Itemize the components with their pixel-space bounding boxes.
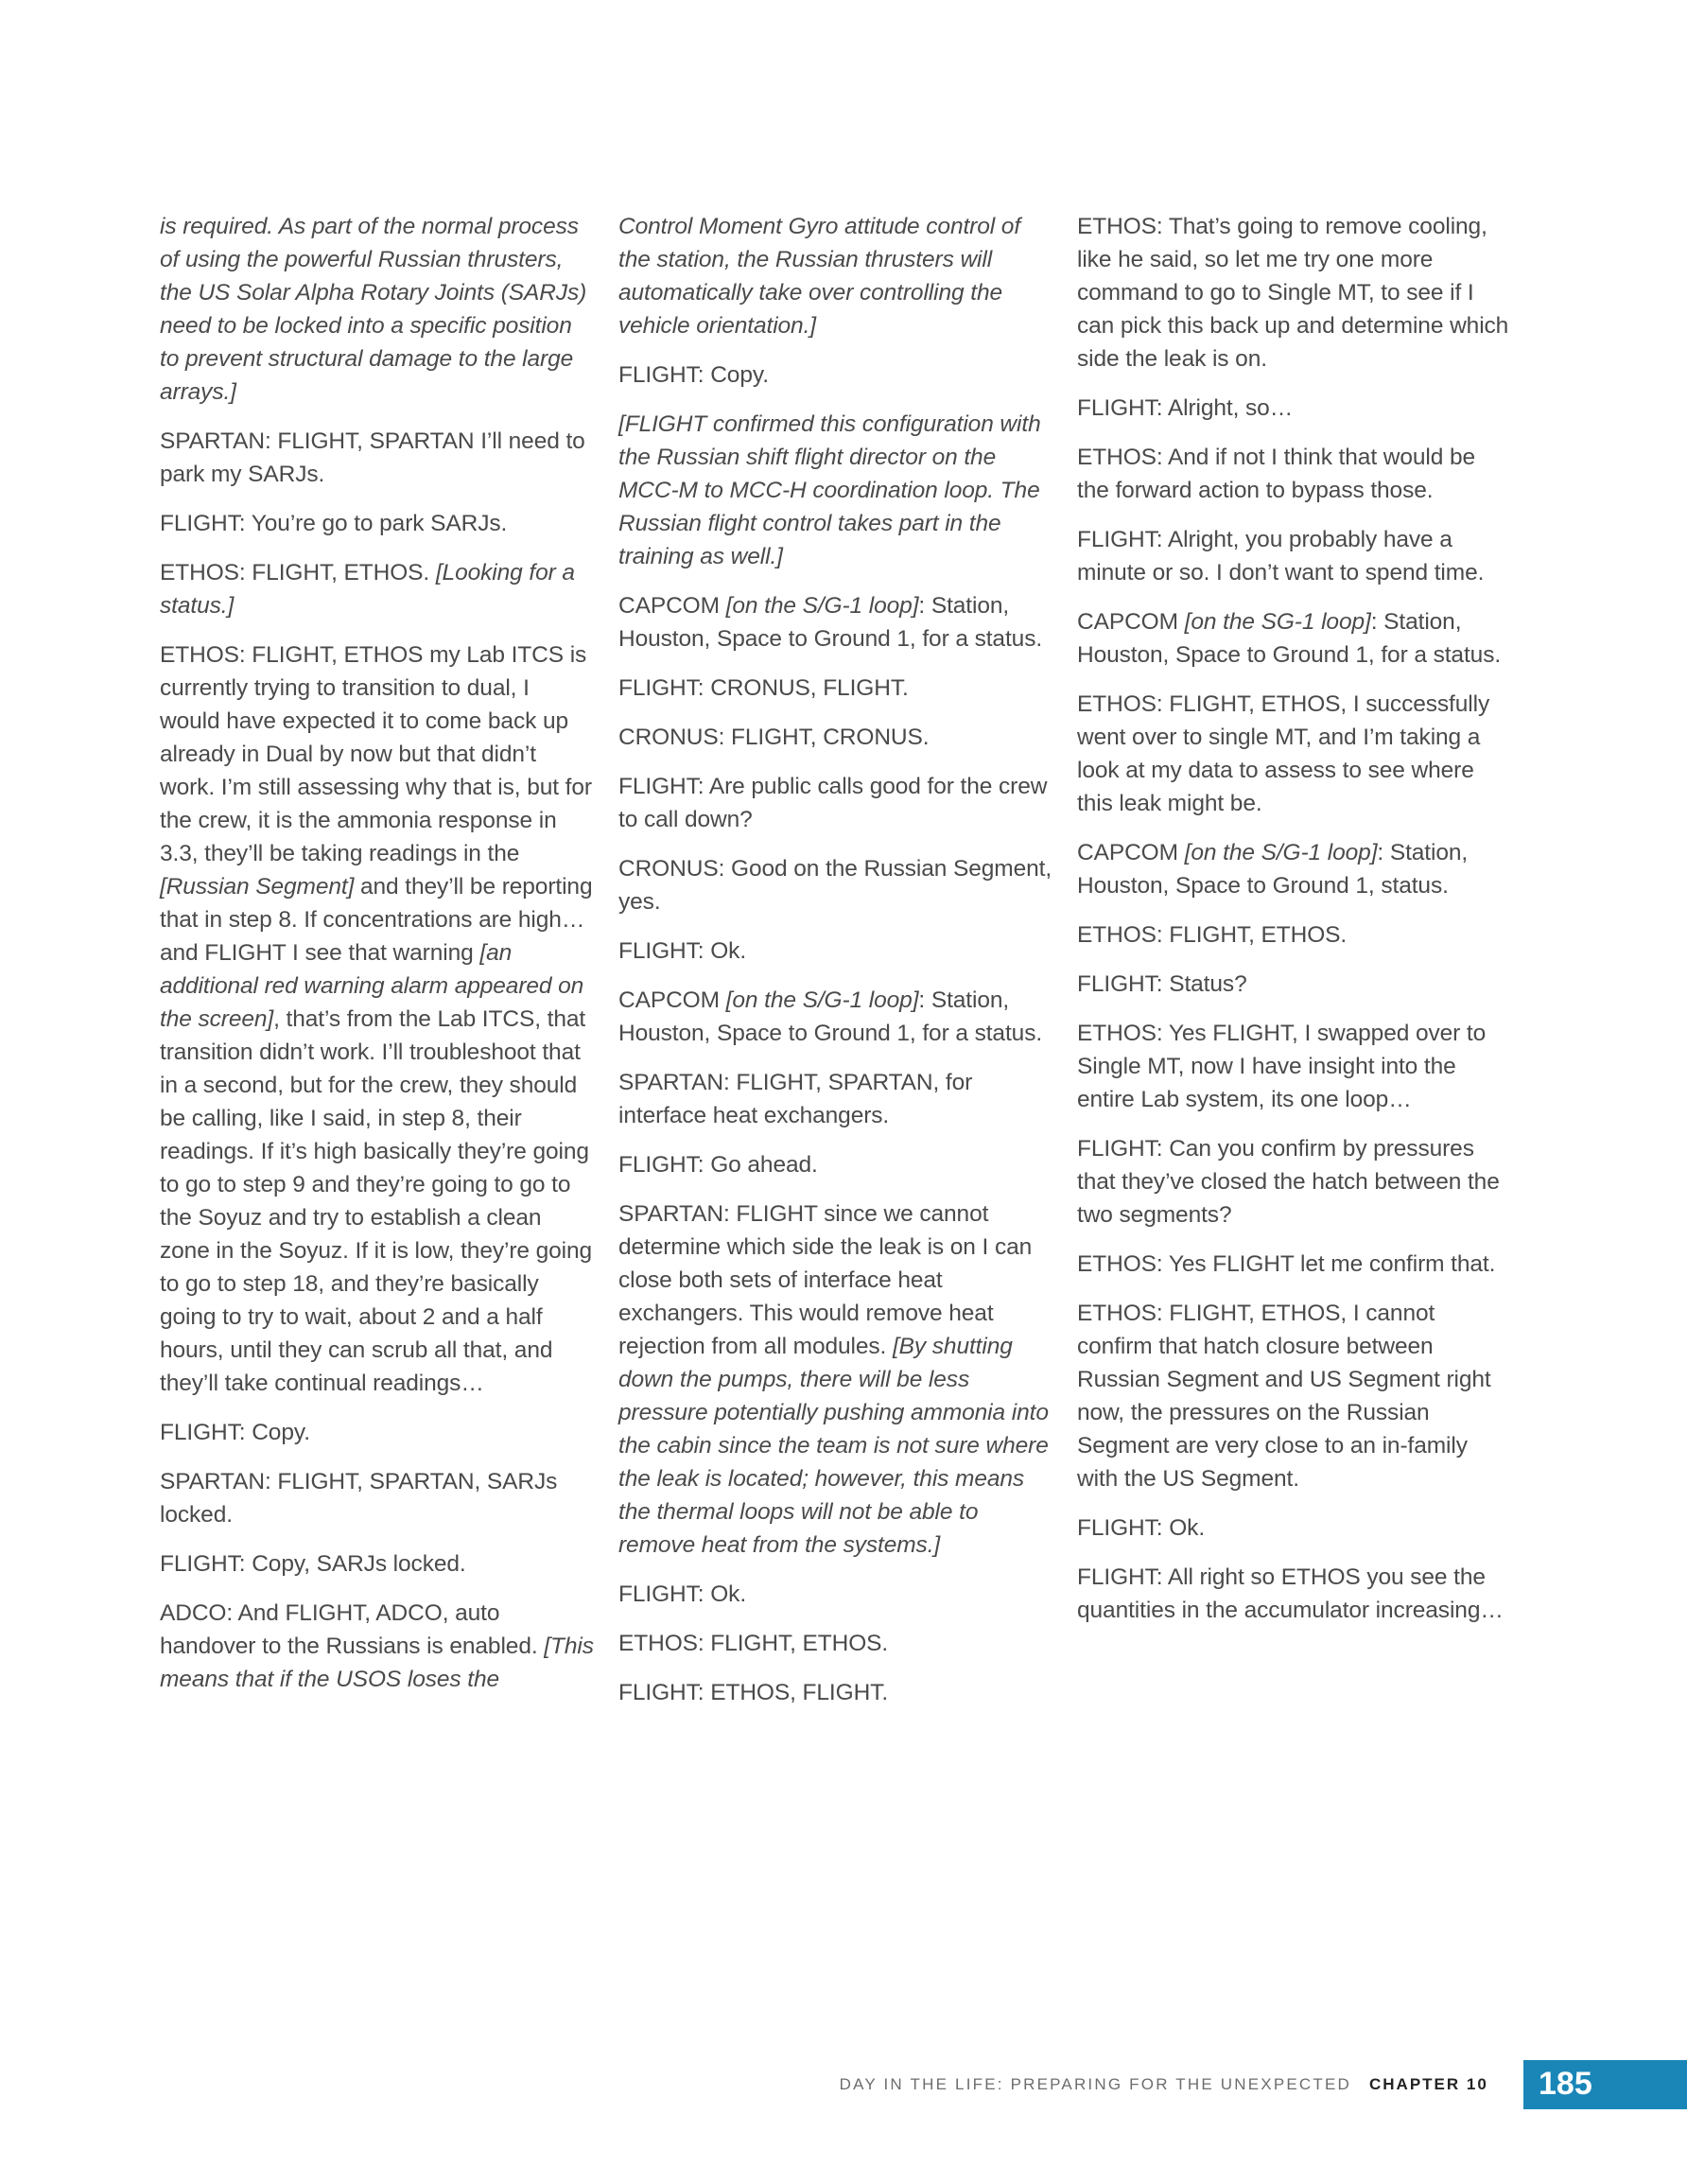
paragraph: Control Moment Gyro attitude control of the station, the Russian thrusters will automatically take over controlling the vehicle orientation.] bbox=[618, 214, 1021, 339]
paragraph: FLIGHT: Alright, you probably have a minute or so. I don’t want to spend time. bbox=[1077, 527, 1485, 585]
paragraph: CAPCOM [on the S/G-1 loop]: Station, Houston, Space to Ground 1, for a status. bbox=[618, 987, 1043, 1046]
text-columns bbox=[160, 210, 1509, 1799]
paragraph: CRONUS: Good on the Russian Segment, yes. bbox=[618, 856, 1052, 915]
paragraph: ETHOS: FLIGHT, ETHOS my Lab ITCS is currently trying to transition to dual, I would have expected it to come back up already in Dual by now but that didn’t work. I’m still assessing why that is, but for the crew, it is the ammonia response in 3.3, they’ll be taking readings in the [Russian Segment] and they’ll be reporting that in step 8. If concentrations are high… and FLIGHT I see that warning [an additional red warning alarm appeared on the screen], that’s from the Lab ITCS, that transition didn’t work. I’ll troubleshoot that in a second, but for the crew, they should be calling, like I said, in step 8, their readings. If it’s high basically they’re going to go to step 9 and they’re going to go to the Soyuz and try to establish a clean zone in the Soyuz. If it is low, they’re going to go to step 18, and they’re basically going to try to wait, about 2 and a half hours, until they can scrub all that, and they’ll take continual readings… bbox=[160, 642, 593, 1396]
paragraph: FLIGHT: You’re go to park SARJs. bbox=[160, 511, 508, 536]
page-footer bbox=[0, 2060, 1687, 2109]
paragraph: FLIGHT: CRONUS, FLIGHT. bbox=[618, 675, 909, 701]
paragraph: FLIGHT: All right so ETHOS you see the quantities in the accumulator increasing… bbox=[1077, 1564, 1504, 1623]
paragraph: CRONUS: FLIGHT, CRONUS. bbox=[618, 725, 930, 750]
paragraph: ETHOS: Yes FLIGHT, I swapped over to Single MT, now I have insight into the entire Lab system, its one loop… bbox=[1077, 1021, 1487, 1112]
paragraph: ETHOS: FLIGHT, ETHOS. bbox=[618, 1631, 889, 1656]
column-1 bbox=[160, 210, 595, 1712]
page-number: 185 bbox=[1539, 2066, 1592, 2102]
paragraph: CAPCOM [on the SG-1 loop]: Station, Houston, Space to Ground 1, for a status. bbox=[1077, 609, 1502, 668]
paragraph: SPARTAN: FLIGHT, SPARTAN, for interface heat exchangers. bbox=[618, 1070, 973, 1128]
paragraph: FLIGHT: Go ahead. bbox=[618, 1152, 818, 1178]
column-3 bbox=[1077, 210, 1512, 1643]
paragraph: FLIGHT: ETHOS, FLIGHT. bbox=[618, 1680, 889, 1705]
paragraph: FLIGHT: Copy. bbox=[160, 1420, 310, 1445]
paragraph: [FLIGHT confirmed this configuration with the Russian shift flight director on the MCC-M to MCC-H coordination loop. The Russian flight control takes part in the training as well.] bbox=[618, 411, 1041, 569]
paragraph: FLIGHT: Ok. bbox=[618, 1581, 747, 1607]
paragraph: ETHOS: Yes FLIGHT let me confirm that. bbox=[1077, 1251, 1496, 1277]
column-2 bbox=[618, 210, 1053, 1725]
paragraph: FLIGHT: Alright, so… bbox=[1077, 395, 1294, 421]
paragraph: FLIGHT: Status? bbox=[1077, 971, 1247, 997]
paragraph: ETHOS: FLIGHT, ETHOS. [Looking for a status.] bbox=[160, 560, 575, 619]
page-number-box bbox=[1523, 2060, 1687, 2109]
paragraph: ETHOS: FLIGHT, ETHOS, I successfully went over to single MT, and I’m taking a look at my data to assess to see where this leak might be. bbox=[1077, 691, 1490, 816]
paragraph: ETHOS: FLIGHT, ETHOS. bbox=[1077, 922, 1348, 948]
paragraph: FLIGHT: Copy, SARJs locked. bbox=[160, 1551, 466, 1577]
paragraph: SPARTAN: FLIGHT, SPARTAN, SARJs locked. bbox=[160, 1469, 558, 1528]
running-title: DAY IN THE LIFE: PREPARING FOR THE UNEXPECTED bbox=[839, 2075, 1351, 2093]
paragraph: SPARTAN: FLIGHT, SPARTAN I’ll need to park my SARJs. bbox=[160, 428, 585, 487]
chapter-label: CHAPTER 10 bbox=[1369, 2075, 1488, 2093]
paragraph: ETHOS: FLIGHT, ETHOS, I cannot confirm that hatch closure between Russian Segment and US Segment right now, the pressures on the Russian Segment are very close to an in-family with the US Segment. bbox=[1077, 1301, 1491, 1492]
paragraph: FLIGHT: Copy. bbox=[618, 362, 769, 388]
paragraph: ETHOS: That’s going to remove cooling, like he said, so let me try one more command to go to Single MT, to see if I can pick this back up and determine which side the leak is on. bbox=[1077, 214, 1509, 372]
paragraph: ETHOS: And if not I think that would be the forward action to bypass those. bbox=[1077, 445, 1475, 503]
paragraph: FLIGHT: Can you confirm by pressures that they’ve closed the hatch between the two segments? bbox=[1077, 1136, 1500, 1228]
paragraph: CAPCOM [on the S/G-1 loop]: Station, Houston, Space to Ground 1, for a status. bbox=[618, 593, 1043, 652]
paragraph: FLIGHT: Ok. bbox=[618, 938, 747, 964]
paragraph: SPARTAN: FLIGHT since we cannot determine which side the leak is on I can close both sets of interface heat exchangers. This would remove heat rejection from all modules. [By shutting down the pumps, there will be less pressure potentially pushing ammonia into the cabin since the team is not sure where the leak is located; however, this means the thermal loops will not be able to remove heat from the systems.] bbox=[618, 1201, 1049, 1558]
paragraph: is required. As part of the normal process of using the powerful Russian thrusters, the US Solar Alpha Rotary Joints (SARJs) need to be locked into a specific position to prevent structural damage to the large arrays.] bbox=[160, 214, 587, 405]
paragraph: CAPCOM [on the S/G-1 loop]: Station, Houston, Space to Ground 1, status. bbox=[1077, 840, 1469, 899]
paragraph: FLIGHT: Are public calls good for the crew to call down? bbox=[618, 774, 1048, 832]
paragraph: ADCO: And FLIGHT, ADCO, auto handover to the Russians is enabled. [This means that if the USOS loses the bbox=[160, 1600, 594, 1692]
paragraph: FLIGHT: Ok. bbox=[1077, 1515, 1206, 1541]
